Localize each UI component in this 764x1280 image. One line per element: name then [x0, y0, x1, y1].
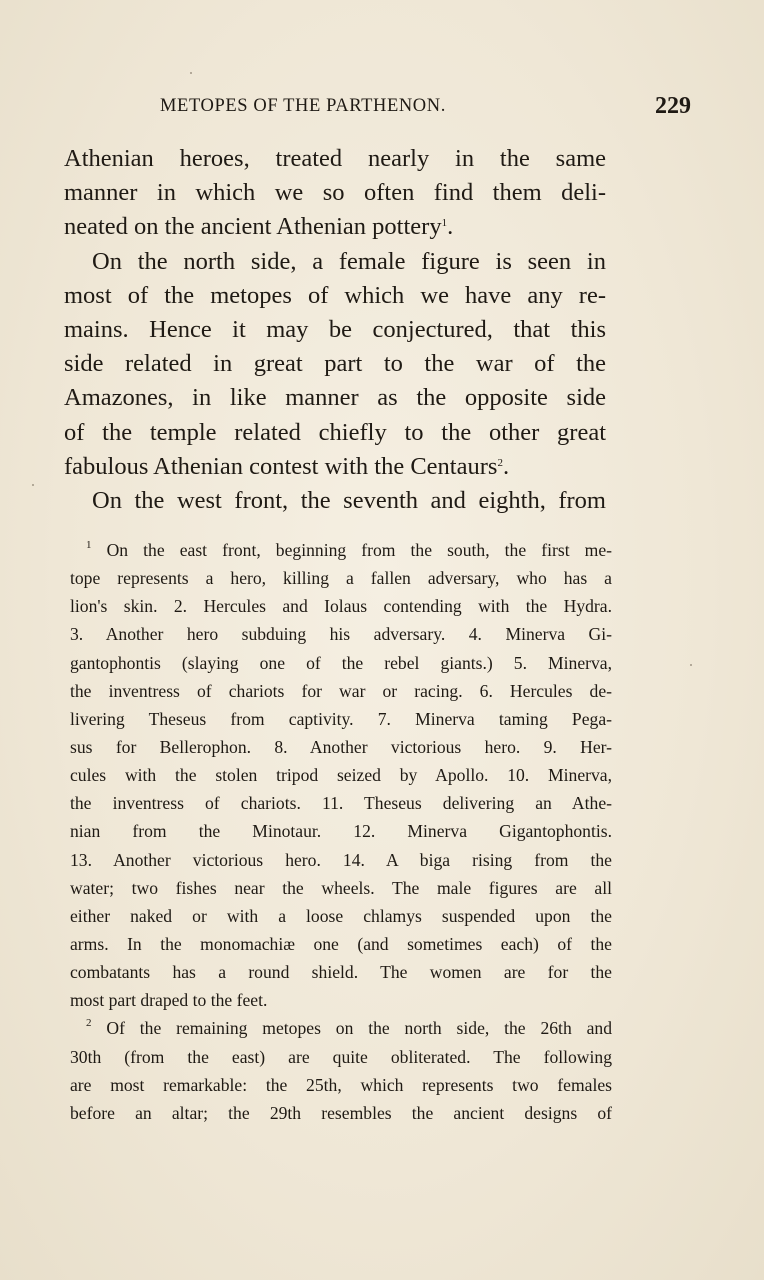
text-line-content: fabulous Athenian contest with the Centaurs — [64, 452, 498, 480]
footnote-line: lion's skin. 2. Hercules and Iolaus contending with the Hydra. — [70, 596, 612, 617]
running-head — [0, 93, 764, 126]
text-line: On the north side, a female figure is seen in — [92, 247, 606, 275]
footnote-line-content: Of the remaining metopes on the north side, the 26th and — [106, 1018, 612, 1039]
footnote-line: gantophontis (slaying one of the rebel giants.) 5. Minerva, — [70, 652, 612, 673]
footnote-line: arms. In the monomachiæ one (and sometimes each) of the — [70, 933, 612, 954]
footnote-line: livering Theseus from captivity. 7. Minerva taming Pega- — [70, 708, 612, 729]
footnote-line: combatants has a round shield. The women are for the — [70, 962, 612, 983]
footnote-line — [70, 536, 612, 564]
text-line: side related in great part to the war of the — [64, 350, 606, 378]
note-reference: 1 — [441, 217, 448, 230]
text-line: Athenian heroes, treated nearly in the same — [64, 145, 606, 172]
text-line: manner in which we so often find them deli- — [64, 179, 606, 207]
text-line: fabulous Athenian contest with the Centaurs$^2$. — [64, 452, 510, 480]
footnote-line: most part draped to the feet. — [70, 990, 268, 1011]
main-text — [64, 142, 606, 518]
footnote-line: are most remarkable: the 25th, which represents two females — [70, 1074, 612, 1095]
footnote-line: 13. Another victorious hero. 14. A biga rising from the — [70, 849, 612, 870]
footnote-line: water; two fishes near the wheels. The male figures are all — [70, 877, 612, 898]
footnotes — [70, 536, 612, 1127]
text-line: of the temple related chiefly to the other great — [64, 418, 606, 446]
text-line: mains. Hence it may be conjectured, that this — [64, 315, 606, 343]
footnote-line: 3. Another hero subduing his adversary. 4. Minerva Gi- — [70, 624, 612, 645]
footnote-line: tope represents a hero, killing a fallen adversary, who has a — [70, 568, 612, 589]
paper-speck — [190, 72, 192, 74]
footnote-line-content: On the east front, beginning from the south, the first me- — [106, 540, 612, 560]
footnote-line — [70, 1014, 612, 1042]
footnote-line: either naked or with a loose chlamys suspended upon the — [70, 905, 612, 926]
footnote-line: sus for Bellerophon. 8. Another victorious hero. 9. Her- — [70, 736, 612, 757]
paper-speck — [32, 484, 34, 486]
note-reference: 2 — [497, 456, 503, 469]
text-line: Amazones, in like manner as the opposite side — [64, 384, 606, 412]
footnote-line: 30th (from the east) are quite obliterated. The following — [70, 1046, 612, 1067]
footnote-line: the inventress of chariots. 11. Theseus delivering an Athe- — [70, 793, 612, 814]
text-line: most of the metopes of which we have any re- — [64, 281, 606, 309]
text-line-content: neated on the ancient Athenian pottery — [64, 213, 442, 241]
footnote-line: nian from the Minotaur. 12. Minerva Gigantophontis. — [70, 821, 612, 842]
page-number: 229 — [655, 93, 691, 119]
text-line: neated on the ancient Athenian pottery$^1$. — [64, 213, 454, 241]
paper-speck — [690, 664, 692, 666]
footnote-line: the inventress of chariots for war or racing. 6. Hercules de- — [70, 680, 612, 701]
running-title: METOPES OF THE PARTHENON. — [160, 96, 446, 116]
text-line: On the west front, the seventh and eighth, from — [92, 486, 606, 514]
footnote-marker: 1 — [86, 539, 92, 551]
footnote-marker: 2 — [86, 1017, 92, 1030]
footnote-line: cules with the stolen tripod seized by Apollo. 10. Minerva, — [70, 765, 612, 786]
footnote-line: before an altar; the 29th resembles the ancient designs of — [70, 1102, 612, 1123]
